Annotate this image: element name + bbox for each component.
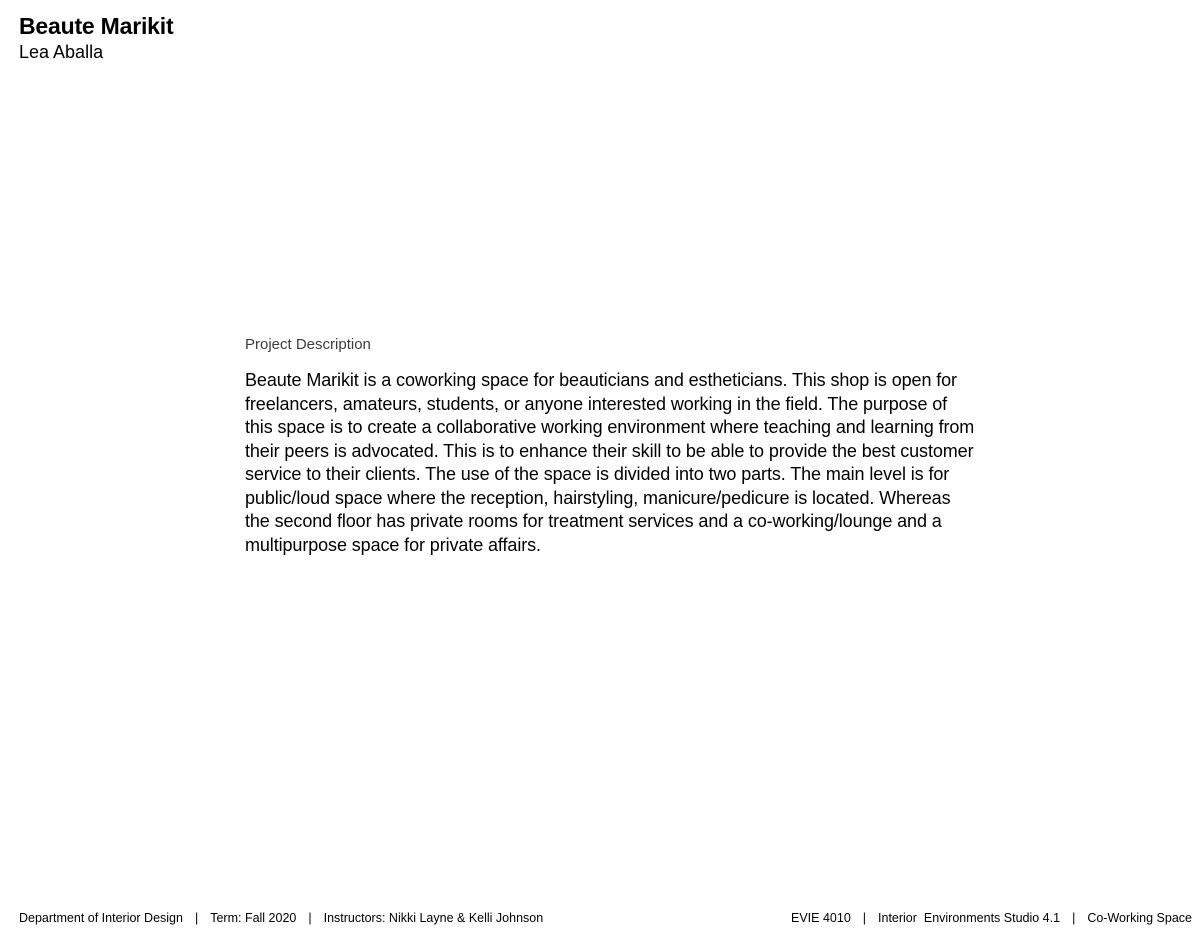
footer-term: Term: Fall 2020 bbox=[210, 911, 297, 925]
footer-separator: | bbox=[194, 911, 199, 925]
author-name: Lea Aballa bbox=[19, 42, 104, 62]
page-footer bbox=[19, 909, 1192, 927]
footer-separator: | bbox=[862, 911, 867, 925]
footer-separator: | bbox=[308, 911, 312, 925]
footer-instructors: Instructors: Nikki Layne & Kelli Johnson bbox=[323, 911, 544, 925]
footer-course-code: EVIE 4010 bbox=[791, 911, 851, 925]
page-header bbox=[19, 12, 173, 64]
footer-left bbox=[19, 909, 543, 927]
project-description bbox=[245, 335, 975, 557]
footer-project-type: Co-Working Space bbox=[1087, 911, 1192, 925]
footer-course-name: Interior Environments Studio 4.1 bbox=[878, 911, 1061, 925]
footer-separator: | bbox=[1072, 911, 1076, 925]
footer-right bbox=[791, 909, 1192, 927]
footer-department: Department of Interior Design bbox=[19, 911, 183, 925]
description-label: Project Description bbox=[245, 336, 371, 353]
project-title: Beaute Marikit bbox=[19, 13, 174, 39]
description-body: Beaute Marikit is a coworking space for beauticians and estheticians. This shop is open for freelancers, amateurs, students, or anyone interested working in the field. The purpose of this space is to create a collaborative working environment where teaching and learning from their peers is advocated. This is to enhance their skill to be able to provide the best customer service to their clients. The use of the space is divided into two parts. The main level is for public/loud space where the reception, hairstyling, manicure/pedicure is located. Whereas the second floor has private rooms for treatment services and a co-working/lounge and a multipurpose space for private affairs. bbox=[245, 370, 975, 555]
